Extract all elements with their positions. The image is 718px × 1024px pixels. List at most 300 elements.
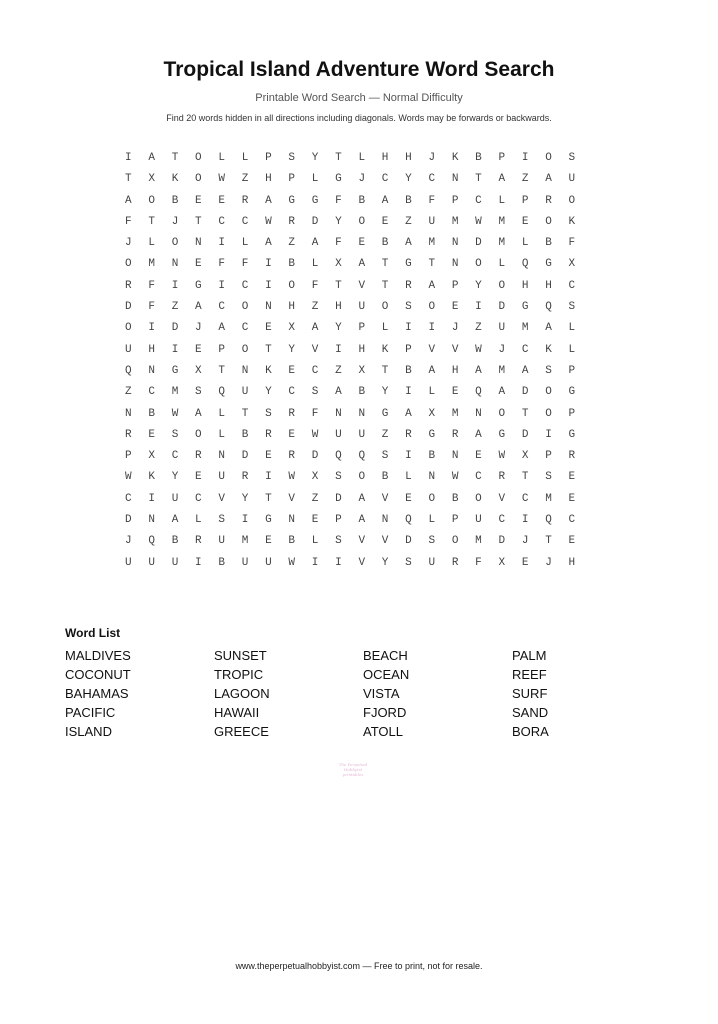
grid-cell: T [381,364,389,377]
instructions: Find 20 words hidden in all directions including diagonals. Words may be forwards or backwards. [166,113,552,123]
grid-cell: U [218,471,225,484]
grid-cell: R [451,428,459,441]
grid-cell: F [568,237,576,250]
grid-cell: T [148,215,155,228]
grid-cell: L [568,322,576,335]
grid-cell: H [545,279,552,292]
grid-cell: O [545,152,552,164]
grid-cell: N [218,450,225,463]
grid-cell: E [568,471,576,484]
grid-cell: L [381,322,389,335]
grid-cell: E [195,258,202,271]
grid-cell: R [125,279,132,292]
grid-cell: P [125,450,132,463]
grid-cell: O [241,343,249,356]
grid-cell: T [265,492,272,505]
grid-cell: P [498,152,506,164]
grid-cell: S [311,386,319,399]
grid-cell: R [195,535,202,548]
grid-cell: Q [335,450,342,463]
grid-cell: A [521,364,529,377]
word-list-item: GREECE [214,724,269,739]
grid-cell: O [381,301,389,314]
grid-cell: N [148,514,155,527]
grid-cell: F [218,258,225,271]
grid-cell: S [335,535,342,548]
grid-cell: D [335,492,342,505]
grid-cell: X [498,556,506,569]
grid-cell: A [545,173,552,186]
grid-cell: P [358,322,366,335]
grid-cell: R [241,194,249,207]
grid-cell: H [288,301,296,314]
grid-cell: I [125,152,132,164]
grid-cell: Z [125,386,132,399]
grid-cell: Y [311,152,319,164]
grid-cell: Q [405,514,412,527]
grid-cell: X [428,407,436,420]
grid-cell: L [218,152,225,164]
grid-cell: E [288,428,296,441]
grid-cell: K [451,152,459,164]
grid-cell: A [358,258,366,271]
grid-cell: C [498,514,506,527]
grid-cell: Q [218,386,225,399]
grid-cell: J [451,322,459,335]
grid-cell: V [311,343,319,356]
grid-cell: S [171,428,179,441]
grid-cell: D [521,386,529,399]
grid-cell: M [428,237,436,250]
grid-cell: S [218,514,225,527]
grid-cell: I [265,279,272,292]
grid-cell: T [545,535,552,548]
grid-cell: C [475,194,482,207]
grid-cell: X [521,450,529,463]
grid-cell: C [311,364,319,377]
grid-cell: F [428,194,436,207]
grid-cell: U [218,535,225,548]
grid-cell: Z [311,301,319,314]
grid-cell: L [241,152,249,164]
grid-cell: J [545,556,552,569]
grid-cell: L [568,343,576,356]
grid-cell: U [241,556,249,569]
grid-cell: W [218,173,225,186]
grid-cell: F [125,215,132,228]
grid-cell: K [148,471,155,484]
grid-cell: Q [358,450,366,463]
grid-cell: I [405,322,412,335]
grid-cell: T [381,279,389,292]
grid-cell: Q [475,386,482,399]
grid-cell: G [405,258,412,271]
grid-cell: R [241,471,249,484]
grid-cell: V [358,535,366,548]
grid-cell: N [241,364,249,377]
grid-cell: G [265,514,272,527]
grid-cell: M [451,215,459,228]
grid-cell: E [521,556,529,569]
grid-cell: W [288,556,296,569]
grid-cell: U [475,514,482,527]
grid-cell: C [241,215,249,228]
grid-cell: O [358,471,366,484]
logo-line: printables [342,772,364,777]
grid-cell: O [498,407,506,420]
grid-cell: M [498,364,506,377]
grid-cell: F [475,556,482,569]
grid-cell: Z [171,301,179,314]
grid-cell: B [428,450,436,463]
grid-cell: I [265,471,272,484]
grid-cell: A [475,428,482,441]
grid-cell: G [568,386,576,399]
grid-cell: S [545,471,552,484]
grid-cell: L [195,514,202,527]
grid-cell: Y [475,279,482,292]
grid-cell: O [451,535,459,548]
grid-cell: U [358,301,366,314]
logo-line: Hobbyist [343,767,363,772]
logo-line: The Perpetual [338,762,368,767]
grid-cell: O [545,407,552,420]
grid-cell: I [171,343,179,356]
grid-cell: B [288,258,296,271]
grid-cell: O [498,279,506,292]
grid-cell: L [311,173,319,186]
grid-cell: G [381,407,389,420]
grid-cell: P [545,450,552,463]
grid-cell: I [265,258,272,271]
grid-cell: O [475,492,482,505]
grid-cell: R [568,450,576,463]
grid-cell: W [125,471,132,484]
page-title: Tropical Island Adventure Word Search [163,58,555,81]
grid-cell: Q [545,301,552,314]
grid-cell: M [171,386,179,399]
grid-cell: O [358,215,366,228]
grid-cell: G [171,364,179,377]
grid-cell: L [405,471,412,484]
grid-cell: A [475,364,482,377]
grid-cell: Y [381,386,389,399]
grid-cell: I [218,279,225,292]
grid-cell: U [148,556,155,569]
grid-cell: T [335,279,342,292]
grid-cell: B [358,386,366,399]
grid-cell: B [218,556,225,569]
grid-cell: T [218,364,225,377]
grid-cell: S [381,450,389,463]
grid-cell: N [475,407,482,420]
word-list-item: TROPIC [214,667,264,682]
grid-cell: C [475,471,482,484]
grid-cell: R [498,471,506,484]
grid-cell: B [545,237,552,250]
word-list-item: ISLAND [65,724,112,739]
grid-cell: C [148,386,155,399]
grid-cell: P [451,514,459,527]
footer-text: www.theperpetualhobbyist.com — Free to print, not for resale. [235,961,483,971]
grid-cell: L [218,407,225,420]
grid-cell: E [311,514,319,527]
grid-cell: P [451,194,459,207]
grid-cell: U [428,556,436,569]
grid-cell: M [475,535,482,548]
grid-cell: A [358,492,366,505]
grid-cell: I [218,237,225,250]
grid-cell: B [475,152,482,164]
grid-cell: D [405,535,412,548]
grid-cell: U [241,386,249,399]
grid-cell: E [451,386,459,399]
grid-cell: R [288,407,296,420]
grid-cell: W [311,428,319,441]
grid-cell: U [125,556,132,569]
grid-cell: E [265,322,272,335]
grid-cell: S [545,364,552,377]
grid-cell: D [475,237,482,250]
grid-cell: Y [171,471,179,484]
grid-cell: V [358,556,366,569]
grid-cell: B [381,471,389,484]
grid-cell: R [545,194,552,207]
page-subtitle: Printable Word Search — Normal Difficulty [255,92,463,104]
grid-cell: I [475,301,482,314]
grid-cell: O [148,194,155,207]
grid-cell: E [265,535,272,548]
grid-cell: L [498,258,506,271]
grid-cell: O [171,237,179,250]
grid-cell: J [125,237,132,250]
grid-cell: T [195,215,202,228]
grid-cell: J [428,152,436,164]
grid-cell: A [545,322,552,335]
grid-cell: A [171,514,179,527]
grid-cell: J [195,322,202,335]
grid-cell: Q [521,258,529,271]
word-list-item: BAHAMAS [65,686,129,701]
grid-cell: C [521,492,529,505]
grid-cell: Z [288,237,296,250]
grid-cell: D [311,215,319,228]
grid-cell: O [195,152,202,164]
grid-cell: R [288,450,296,463]
grid-cell: G [498,428,506,441]
grid-cell: A [195,407,202,420]
grid-cell: R [265,428,272,441]
grid-cell: M [498,215,506,228]
grid-cell: F [311,407,319,420]
grid-cell: L [428,514,436,527]
grid-cell: E [568,492,576,505]
grid-cell: D [311,450,319,463]
grid-cell: G [521,301,529,314]
grid-cell: J [498,343,506,356]
grid-cell: E [288,364,296,377]
grid-cell: D [125,301,132,314]
word-list [65,648,661,743]
word-list-item: ATOLL [363,724,403,739]
grid-cell: N [171,258,179,271]
grid-cell: S [335,471,342,484]
grid-cell: C [568,514,576,527]
grid-cell: E [358,237,366,250]
grid-cell: T [381,258,389,271]
grid-cell: P [521,194,529,207]
grid-cell: T [125,173,132,186]
grid-cell: B [405,364,412,377]
grid-cell: B [405,194,412,207]
grid-cell: B [148,407,155,420]
word-list-item: SUNSET [214,648,267,663]
grid-cell: C [241,279,249,292]
grid-cell: O [475,258,482,271]
grid-cell: G [195,279,202,292]
grid-cell: N [148,364,155,377]
grid-cell: T [521,407,529,420]
grid-cell: D [521,428,529,441]
grid-cell: I [148,322,155,335]
grid-cell: W [475,343,482,356]
grid-cell: A [498,386,506,399]
grid-cell: H [451,364,459,377]
grid-cell: F [148,279,155,292]
grid-cell: K [381,343,389,356]
grid-cell: L [521,237,529,250]
grid-cell: F [148,301,155,314]
grid-cell: R [405,279,412,292]
grid-cell: J [171,215,179,228]
grid-cell: I [521,514,529,527]
grid-cell: A [265,194,272,207]
grid-cell: A [405,237,412,250]
grid-cell: I [545,428,552,441]
grid-cell: Y [288,343,296,356]
grid-cell: A [358,514,366,527]
grid-cell: U [171,492,179,505]
grid-cell: L [358,152,366,164]
grid-cell: L [148,237,155,250]
grid-cell: K [568,215,576,228]
grid-cell: B [241,428,249,441]
grid-cell: G [545,258,552,271]
grid-cell: N [451,237,459,250]
grid-cell: B [171,535,179,548]
letter-grid [122,148,589,574]
grid-cell: A [405,407,412,420]
grid-cell: Z [335,364,342,377]
word-list-item: PACIFIC [65,705,116,720]
grid-cell: D [498,301,506,314]
grid-cell: E [195,194,202,207]
grid-cell: F [311,279,319,292]
grid-cell: S [405,556,412,569]
grid-cell: H [381,152,389,164]
grid-cell: P [335,514,342,527]
grid-cell: Z [475,322,482,335]
grid-cell: A [311,322,319,335]
grid-cell: O [568,194,576,207]
grid-cell: B [451,492,459,505]
grid-cell: X [335,258,342,271]
grid-cell: T [475,173,482,186]
grid-cell: M [148,258,155,271]
grid-cell: M [521,322,529,335]
grid-cell: K [265,364,272,377]
grid-cell: P [568,407,576,420]
grid-cell: C [428,173,436,186]
grid-cell: A [148,152,155,164]
grid-cell: L [311,258,319,271]
grid-cell: Y [241,492,249,505]
word-list-item: BEACH [363,648,408,663]
grid-cell: C [195,492,202,505]
grid-cell: A [265,237,272,250]
grid-cell: C [171,450,179,463]
grid-cell: E [475,450,482,463]
grid-cell: I [335,556,342,569]
grid-cell: P [218,343,225,356]
grid-cell: C [288,386,296,399]
grid-cell: H [335,301,342,314]
grid-cell: W [171,407,179,420]
grid-cell: H [568,556,576,569]
grid-cell: W [451,471,459,484]
grid-cell: M [241,535,249,548]
grid-cell: E [265,450,272,463]
grid-cell: A [498,173,506,186]
grid-cell: R [451,556,459,569]
grid-cell: Y [381,556,389,569]
grid-cell: B [358,194,366,207]
grid-cell: X [148,173,155,186]
grid-cell: G [311,194,319,207]
grid-cell: P [451,279,459,292]
grid-cell: N [451,173,459,186]
grid-cell: Z [241,173,249,186]
word-list-item: LAGOON [214,686,270,701]
word-list-item: SURF [512,686,548,701]
grid-cell: V [498,492,506,505]
word-list-item: HAWAII [214,705,260,720]
grid-cell: U [335,428,342,441]
grid-cell: Z [311,492,319,505]
grid-cell: B [381,237,389,250]
grid-cell: N [265,301,272,314]
grid-cell: O [241,301,249,314]
grid-cell: W [498,450,506,463]
grid-cell: O [288,279,296,292]
word-list-item: VISTA [363,686,400,701]
grid-cell: N [195,237,202,250]
grid-cell: I [521,152,529,164]
grid-cell: I [171,279,179,292]
grid-cell: P [288,173,296,186]
grid-cell: C [218,301,225,314]
grid-cell: T [521,471,529,484]
word-list-heading: Word List [65,626,121,640]
grid-cell: Y [405,173,412,186]
grid-cell: C [381,173,389,186]
grid-cell: N [358,407,366,420]
grid-cell: N [381,514,389,527]
grid-cell: L [241,237,249,250]
grid-cell: I [241,514,249,527]
grid-cell: A [335,386,342,399]
grid-cell: Y [265,386,272,399]
